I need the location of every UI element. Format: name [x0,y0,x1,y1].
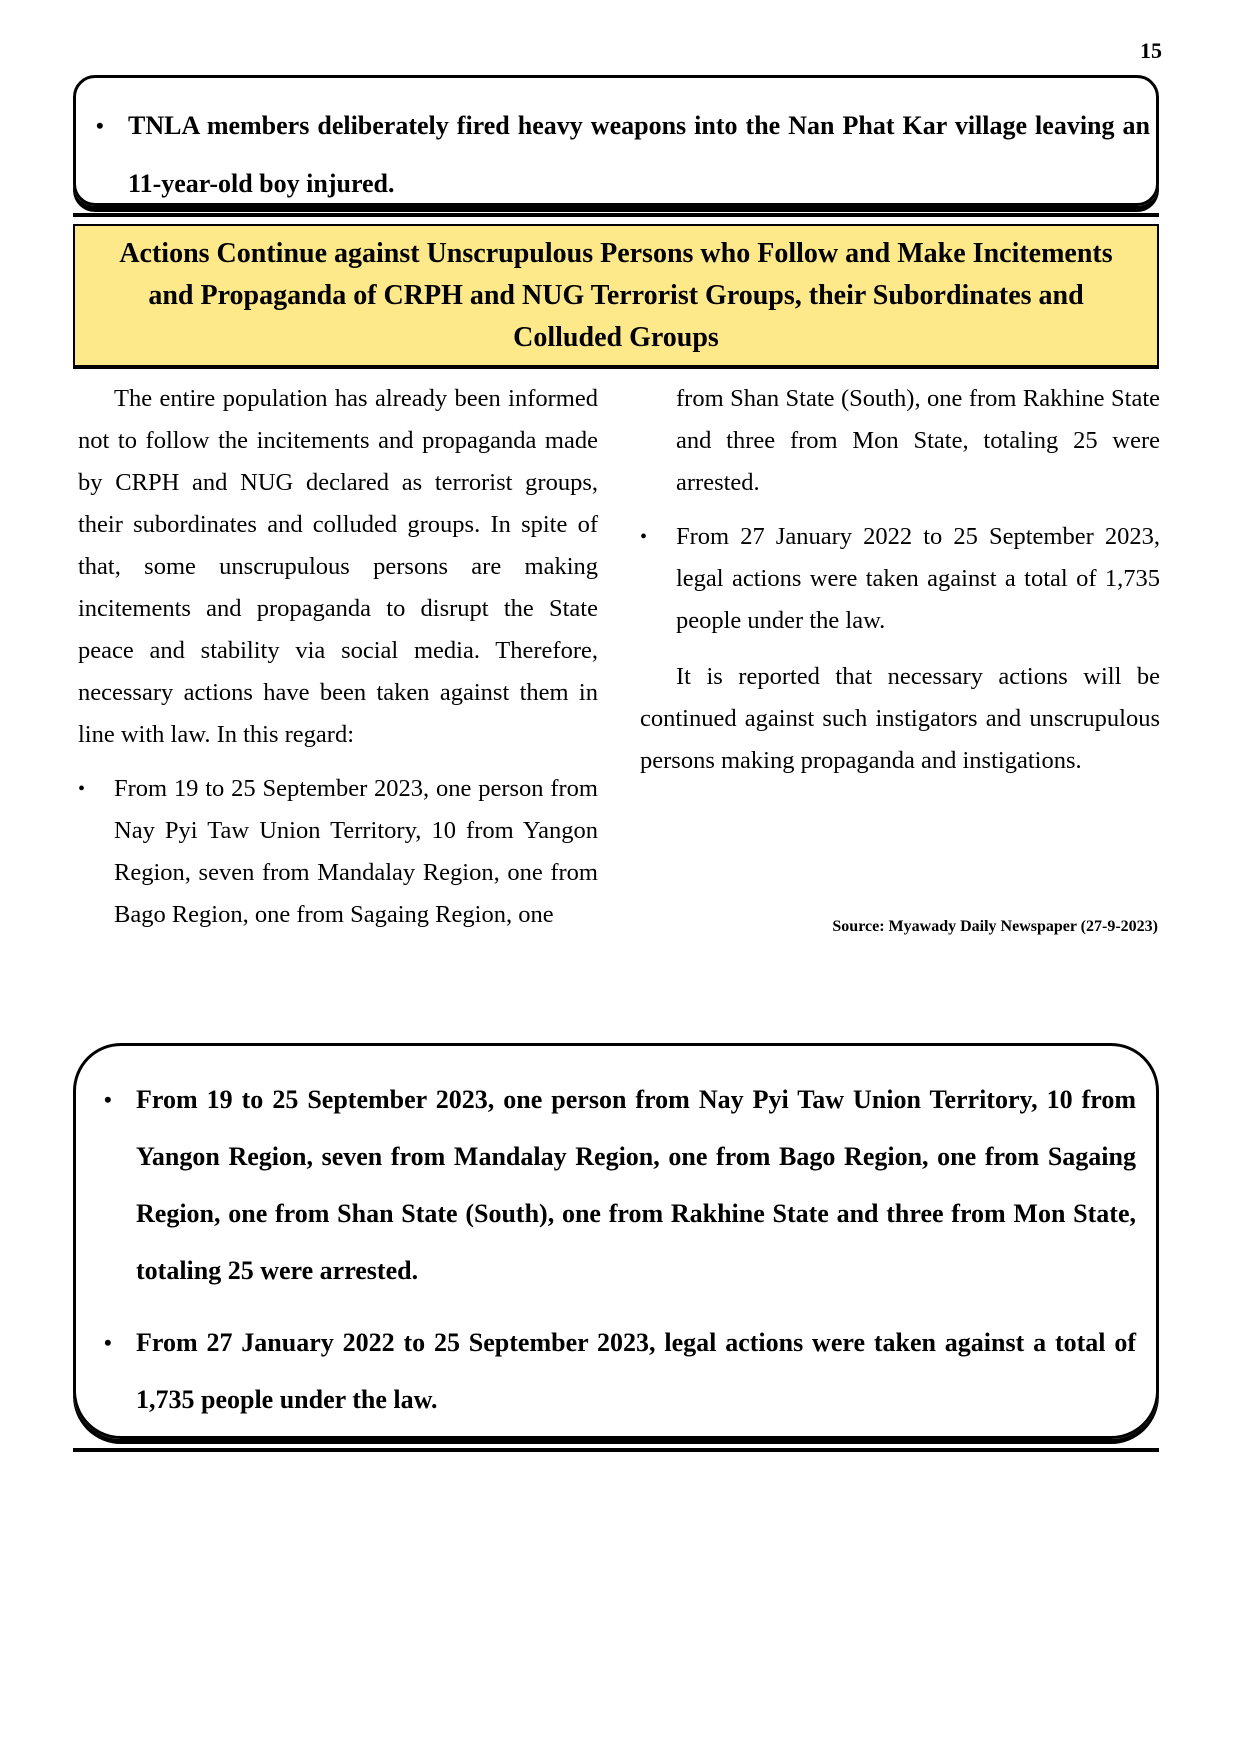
bullet-text: From 19 to 25 September 2023, one person from Nay Pyi Taw Union Territory, 10 from Yangon Region, seven from Mandalay Region, one from Bago Region, one from Sagaing Region, one [114,775,598,928]
list-item-continued [640,378,1160,504]
list-item [104,1314,1136,1428]
summary-box [73,1043,1159,1439]
bullet-text: From 27 January 2022 to 25 September 2023, legal actions were taken against a total of 1,735 people under the law. [676,523,1160,634]
page-number: 15 [1140,38,1162,63]
list-item [96,97,1150,213]
left-bullet-list [78,768,598,936]
bullet-icon: • [104,1087,112,1112]
intro-paragraph: The entire population has already been informed not to follow the incitements and propaganda made by CRPH and NUG declared as terrorist groups, their subordinates and colluded groups. In spite of that, some unscrupulous persons are making incitements and propaganda to disrupt the State peace and stability via social media. Therefore, necessary actions have been taken against them in line with law. In this regard: [78,385,598,748]
article-heading-box [73,224,1159,367]
bullet-icon: • [96,113,104,138]
summary-bullet-text: From 19 to 25 September 2023, one person from Nay Pyi Taw Union Territory, 10 from Yangon Region, seven from Mandalay Region, one from Bago Region, one from Sagaing Region, one from Shan State (South), one from Rakhine State and three from Mon State, totaling 25 were arrested. [136,1085,1136,1285]
list-item [104,1071,1136,1299]
left-column [78,378,598,936]
summary-bullet-text: From 27 January 2022 to 25 September 2023, legal actions were taken against a total of 1,735 people under the law. [136,1328,1136,1414]
bullet-icon: • [78,778,86,800]
bullet-icon: • [640,526,648,548]
highlight-box-top [73,75,1159,206]
list-item [78,768,598,936]
source-citation: Source: Myawady Daily Newspaper (27-9-2023) [832,918,1158,935]
divider-bottom [73,1448,1159,1452]
top-bullet-text: TNLA members deliberately fired heavy weapons into the Nan Phat Kar village leaving an 11-year-old boy injured. [128,111,1150,198]
list-item [640,516,1160,642]
bullet-icon: • [104,1330,112,1355]
right-bullet-list [640,378,1160,642]
article-heading: Actions Continue against Unscrupulous Persons who Follow and Make Incitements and Propaganda of CRPH and NUG Terrorist Groups, their Subordinates and Colluded Groups [119,237,1113,353]
closing-paragraph: It is reported that necessary actions will be continued against such instigators and unscrupulous persons making propaganda and instigations. [640,663,1160,774]
bullet-text: from Shan State (South), one from Rakhine State and three from Mon State, totaling 25 were arrested. [676,385,1160,496]
divider-top [73,213,1159,217]
right-column [640,378,1160,782]
